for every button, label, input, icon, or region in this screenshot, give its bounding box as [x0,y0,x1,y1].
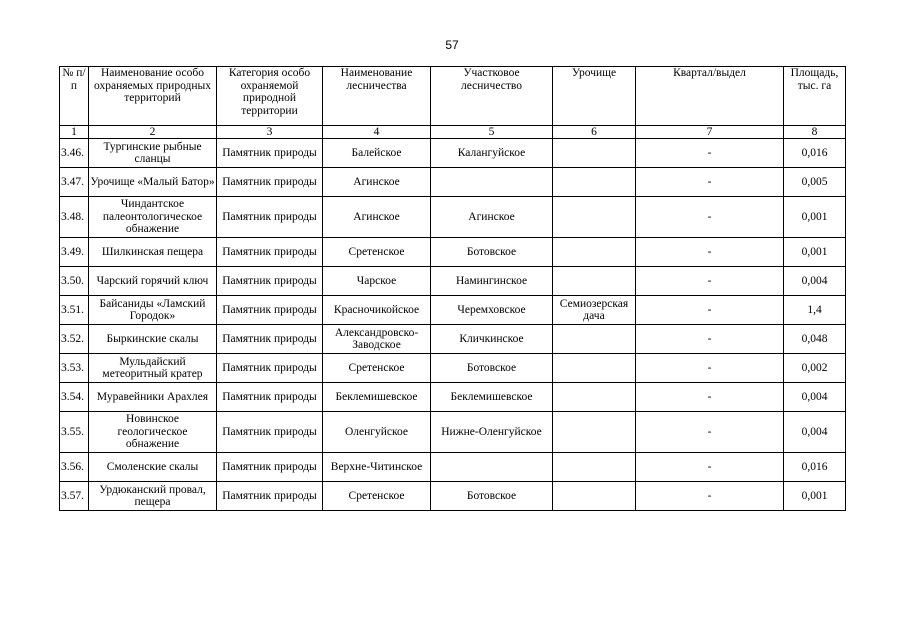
cell-number: 3.55. [60,412,89,453]
cell-area-name: Чиндантское палеонтологическое обнажение [89,197,217,238]
cell-category: Памятник природы [217,383,323,412]
cell-district-forestry: Намингинское [431,267,553,296]
cell-tract [553,267,636,296]
cell-area-size: 0,005 [784,168,846,197]
column-number: 4 [323,126,431,139]
cell-category: Памятник природы [217,412,323,453]
cell-quarter: - [636,383,784,412]
cell-area-size: 1,4 [784,296,846,325]
cell-forestry: Александровско-Заводское [323,325,431,354]
cell-district-forestry: Ботовское [431,482,553,511]
cell-category: Памятник природы [217,238,323,267]
table-row [60,267,846,296]
cell-area-size: 0,004 [784,383,846,412]
table-row [60,296,846,325]
cell-district-forestry: Беклемишевское [431,383,553,412]
cell-area-name: Байсаниды «Ламский Городок» [89,296,217,325]
cell-area-name: Шилкинская пещера [89,238,217,267]
header-cell: Наименование особо охраняемых природных территорий [89,67,217,126]
cell-tract [553,383,636,412]
cell-district-forestry: Черемховское [431,296,553,325]
cell-number: 3.50. [60,267,89,296]
table-row [60,168,846,197]
cell-area-size: 0,001 [784,197,846,238]
cell-district-forestry: Ботовское [431,238,553,267]
header-cell: Наименование лесничества [323,67,431,126]
cell-quarter: - [636,168,784,197]
table-header-row [60,67,846,126]
cell-tract [553,197,636,238]
header-cell: Урочище [553,67,636,126]
table-row [60,325,846,354]
column-number: 2 [89,126,217,139]
column-number: 3 [217,126,323,139]
table-row [60,238,846,267]
cell-quarter: - [636,354,784,383]
cell-district-forestry: Калангуйское [431,139,553,168]
cell-district-forestry [431,453,553,482]
cell-area-name: Урдюканский провал, пещера [89,482,217,511]
cell-number: 3.54. [60,383,89,412]
column-number: 6 [553,126,636,139]
cell-number: 3.48. [60,197,89,238]
cell-district-forestry: Кличкинское [431,325,553,354]
cell-forestry: Агинское [323,168,431,197]
cell-forestry: Агинское [323,197,431,238]
cell-category: Памятник природы [217,453,323,482]
cell-forestry: Оленгуйское [323,412,431,453]
column-number: 5 [431,126,553,139]
cell-category: Памятник природы [217,267,323,296]
header-cell: Участковое лесничество [431,67,553,126]
cell-tract [553,168,636,197]
cell-tract [553,354,636,383]
cell-number: 3.49. [60,238,89,267]
cell-forestry: Сретенское [323,354,431,383]
cell-district-forestry: Нижне-Оленгуйское [431,412,553,453]
cell-tract [553,139,636,168]
cell-quarter: - [636,325,784,354]
cell-area-name: Смоленские скалы [89,453,217,482]
table-row [60,482,846,511]
cell-forestry: Сретенское [323,238,431,267]
table-row [60,412,846,453]
cell-quarter: - [636,197,784,238]
cell-area-name: Мульдайский метеоритный кратер [89,354,217,383]
cell-tract: Семиозерская дача [553,296,636,325]
cell-tract [553,453,636,482]
cell-category: Памятник природы [217,139,323,168]
cell-category: Памятник природы [217,168,323,197]
cell-tract [553,238,636,267]
cell-forestry: Балейское [323,139,431,168]
cell-quarter: - [636,453,784,482]
cell-area-size: 0,016 [784,453,846,482]
cell-category: Памятник природы [217,354,323,383]
cell-area-size: 0,048 [784,325,846,354]
cell-district-forestry: Агинское [431,197,553,238]
column-number: 1 [60,126,89,139]
header-cell: Площадь, тыс. га [784,67,846,126]
cell-forestry: Сретенское [323,482,431,511]
column-number-row [60,126,846,139]
cell-area-name: Тургинские рыбные сланцы [89,139,217,168]
cell-district-forestry [431,168,553,197]
protected-areas-table [59,66,846,511]
cell-area-size: 0,016 [784,139,846,168]
cell-number: 3.51. [60,296,89,325]
cell-quarter: - [636,296,784,325]
cell-category: Памятник природы [217,296,323,325]
cell-number: 3.57. [60,482,89,511]
table-row [60,354,846,383]
cell-area-name: Урочище «Малый Батор» [89,168,217,197]
cell-tract [553,482,636,511]
cell-area-name: Муравейники Арахлея [89,383,217,412]
cell-area-size: 0,001 [784,482,846,511]
cell-area-name: Новинское геологическое обнажение [89,412,217,453]
cell-number: 3.46. [60,139,89,168]
cell-quarter: - [636,482,784,511]
cell-quarter: - [636,412,784,453]
cell-number: 3.47. [60,168,89,197]
cell-area-size: 0,004 [784,412,846,453]
header-cell: Категория особо охраняемой природной территории [217,67,323,126]
column-number: 7 [636,126,784,139]
cell-forestry: Верхне-Читинское [323,453,431,482]
cell-number: 3.53. [60,354,89,383]
table-row [60,139,846,168]
cell-forestry: Чарское [323,267,431,296]
cell-area-size: 0,001 [784,238,846,267]
page-number: 57 [445,38,459,52]
cell-quarter: - [636,267,784,296]
cell-number: 3.52. [60,325,89,354]
header-cell: Квартал/выдел [636,67,784,126]
column-number: 8 [784,126,846,139]
cell-area-name: Чарский горячий ключ [89,267,217,296]
cell-area-size: 0,002 [784,354,846,383]
table-row [60,453,846,482]
cell-quarter: - [636,238,784,267]
table-row [60,197,846,238]
table-row [60,383,846,412]
cell-quarter: - [636,139,784,168]
cell-number: 3.56. [60,453,89,482]
cell-category: Памятник природы [217,197,323,238]
header-cell: № п/п [60,67,89,126]
cell-tract [553,325,636,354]
cell-forestry: Красночикойское [323,296,431,325]
cell-area-size: 0,004 [784,267,846,296]
cell-tract [553,412,636,453]
cell-category: Памятник природы [217,482,323,511]
cell-area-name: Быркинские скалы [89,325,217,354]
cell-district-forestry: Ботовское [431,354,553,383]
cell-category: Памятник природы [217,325,323,354]
cell-forestry: Беклемишевское [323,383,431,412]
